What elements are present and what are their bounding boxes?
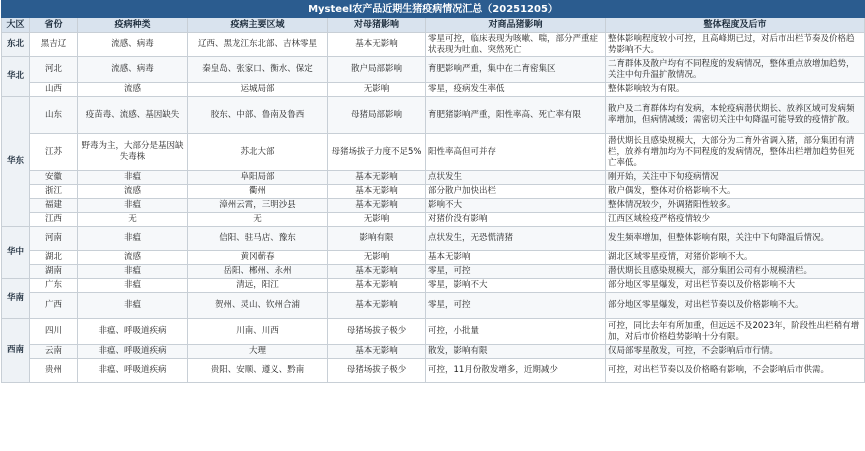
table-row: [2, 171, 865, 185]
hog-cell: 部分散户加快出栏: [426, 185, 606, 199]
outlook-cell: 发生频率增加，但整体影响有限，关注中下旬降温后情况。: [606, 227, 865, 251]
region-cell: 西南: [2, 319, 30, 383]
region-cell: 华东: [2, 97, 30, 227]
hog-cell: 对猪价没有影响: [426, 213, 606, 227]
hog-cell: 育肥猪影响严重，阳性率高、死亡率有限: [426, 97, 606, 134]
sow-cell: 基本无影响: [328, 345, 426, 359]
area-cell: 清远，阳江: [188, 279, 328, 293]
table-row: [2, 227, 865, 251]
table-row: [2, 199, 865, 213]
table-row: [2, 265, 865, 279]
outlook-cell: 湖北区域零星疫情，对猪价影响不大。: [606, 251, 865, 265]
sow-cell: 基本无影响: [328, 265, 426, 279]
disease-cell: 疫苗毒、流感、基因缺失: [78, 97, 188, 134]
disease-cell: 无: [78, 213, 188, 227]
outlook-cell: 散户偶发，整体对价格影响不大。: [606, 185, 865, 199]
area-cell: 衢州: [188, 185, 328, 199]
province-cell: 江西: [30, 213, 78, 227]
table-row: [2, 293, 865, 319]
table-row: [2, 57, 865, 83]
hog-cell: 基本无影响: [426, 251, 606, 265]
hog-cell: 可控，11月份散发增多，近期减少: [426, 359, 606, 383]
outlook-cell: 刚开始，关注中下旬疫病情况: [606, 171, 865, 185]
region-cell: 东北: [2, 33, 30, 57]
disease-cell: 非瘟、呼吸道疾病: [78, 345, 188, 359]
header-hog: 对商品猪影响: [426, 18, 606, 33]
sow-cell: 基本无影响: [328, 185, 426, 199]
hog-cell: 零星，可控: [426, 293, 606, 319]
sow-cell: 无影响: [328, 251, 426, 265]
sow-cell: 基本无影响: [328, 293, 426, 319]
disease-cell: 非瘟、呼吸道疾病: [78, 359, 188, 383]
hog-cell: 影响不大: [426, 199, 606, 213]
header-region: 大区: [2, 18, 30, 33]
outlook-cell: 二育群体及散户均有不同程度的发病情况，整体重点放增加趋势，关注中旬升温扩散情况。: [606, 57, 865, 83]
province-cell: 河北: [30, 57, 78, 83]
area-cell: 大理: [188, 345, 328, 359]
province-cell: 广西: [30, 293, 78, 319]
outlook-cell: 整体情况较少，外调猪阳性较多。: [606, 199, 865, 213]
table-title: Mysteel农产品近期生猪疫病情况汇总（20251205）: [2, 1, 865, 18]
province-cell: 河南: [30, 227, 78, 251]
sow-cell: 影响有限: [328, 227, 426, 251]
outlook-cell: 整体影响程度较小可控，且高峰期已过，对后市出栏节奏及价格趋势影响不大。: [606, 33, 865, 57]
province-cell: 黑吉辽: [30, 33, 78, 57]
province-cell: 湖南: [30, 265, 78, 279]
disease-cell: 非瘟: [78, 171, 188, 185]
disease-cell: 非瘟: [78, 199, 188, 213]
table-row: [2, 319, 865, 345]
outlook-cell: 可控，同比去年有所加重，但远远不及2023年，阶段性出栏稍有增加，对后市价格趋势影响十分有限。: [606, 319, 865, 345]
area-cell: 川南、川西: [188, 319, 328, 345]
table-row: [2, 345, 865, 359]
sow-cell: 散户局部影响: [328, 57, 426, 83]
sow-cell: 母猪场拔子极少: [328, 319, 426, 345]
area-cell: 漳州云霄，三明沙县: [188, 199, 328, 213]
province-cell: 安徽: [30, 171, 78, 185]
hog-cell: 点状发生，无恐慌清猪: [426, 227, 606, 251]
area-cell: 无: [188, 213, 328, 227]
outlook-cell: 江西区域检疫严格疫情较少: [606, 213, 865, 227]
table-row: [2, 185, 865, 199]
sow-cell: 母猪局部影响: [328, 97, 426, 134]
outlook-cell: 整体影响较为有限。: [606, 83, 865, 97]
province-cell: 江苏: [30, 134, 78, 171]
disease-cell: 流感、病毒: [78, 57, 188, 83]
hog-cell: 点状发生: [426, 171, 606, 185]
sow-cell: 无影响: [328, 213, 426, 227]
sow-cell: 基本无影响: [328, 33, 426, 57]
disease-summary-table: [1, 0, 865, 383]
province-cell: 四川: [30, 319, 78, 345]
header-disease: 疫病种类: [78, 18, 188, 33]
province-cell: 浙江: [30, 185, 78, 199]
sow-cell: 母猪场拔子力度不足5%: [328, 134, 426, 171]
disease-cell: 非瘟: [78, 293, 188, 319]
area-cell: 胶东、中部、鲁南及鲁西: [188, 97, 328, 134]
area-cell: 信阳、驻马店、豫东: [188, 227, 328, 251]
area-cell: 阜阳局部: [188, 171, 328, 185]
table-row: [2, 213, 865, 227]
sow-cell: 基本无影响: [328, 279, 426, 293]
sow-cell: 基本无影响: [328, 171, 426, 185]
hog-cell: 零星，疫病发生率低: [426, 83, 606, 97]
hog-cell: 散发，影响有限: [426, 345, 606, 359]
region-cell: 华南: [2, 279, 30, 319]
disease-cell: 非瘟、呼吸道疾病: [78, 319, 188, 345]
province-cell: 山东: [30, 97, 78, 134]
outlook-cell: 部分地区零星爆发，对出栏节奏以及价格影响不大: [606, 279, 865, 293]
area-cell: 运城局部: [188, 83, 328, 97]
hog-cell: 零星，影响不大: [426, 279, 606, 293]
table-row: [2, 251, 865, 265]
table-row: [2, 97, 865, 134]
area-cell: 岳阳、郴州、永州: [188, 265, 328, 279]
outlook-cell: 潜伏期长且感染规模大，大部分为二育外省调入猪，部分集团有清栏，放养有增加均为不同程度的发病情况，整体出栏增加趋势但死亡率低。: [606, 134, 865, 171]
province-cell: 广东: [30, 279, 78, 293]
province-cell: 贵州: [30, 359, 78, 383]
area-cell: 贵阳、安顺、遵义、黔南: [188, 359, 328, 383]
area-cell: 秦皇岛、张家口、衡水、保定: [188, 57, 328, 83]
hog-cell: 育肥影响严重，集中在二育密集区: [426, 57, 606, 83]
outlook-cell: 可控，对出栏节奏以及价格略有影响，不会影响后市供需。: [606, 359, 865, 383]
hog-cell: 零星，可控: [426, 265, 606, 279]
province-cell: 湖北: [30, 251, 78, 265]
hog-cell: 零星可控，临床表现为咳嗽、喘，部分严重症状表现为吐血、突然死亡: [426, 33, 606, 57]
area-cell: 贺州、灵山、钦州合浦: [188, 293, 328, 319]
header-province: 省份: [30, 18, 78, 33]
table-row: [2, 279, 865, 293]
header-outlook: 整体程度及后市: [606, 18, 865, 33]
disease-cell: 非瘟: [78, 279, 188, 293]
disease-cell: 非瘟: [78, 265, 188, 279]
disease-cell: 非瘟: [78, 227, 188, 251]
outlook-cell: 部分地区零星爆发，对出栏节奏以及价格影响不大。: [606, 293, 865, 319]
hog-cell: 可控，小批量: [426, 319, 606, 345]
disease-cell: 野毒为主，大部分是基因缺失毒株: [78, 134, 188, 171]
area-cell: 辽西、黑龙江东北部、吉林零星: [188, 33, 328, 57]
header-sow: 对母猪影响: [328, 18, 426, 33]
province-cell: 福建: [30, 199, 78, 213]
disease-cell: 流感、病毒: [78, 33, 188, 57]
sow-cell: 基本无影响: [328, 199, 426, 213]
outlook-cell: 仅局部零星散发，可控，不会影响后市行情。: [606, 345, 865, 359]
header-area: 疫病主要区域: [188, 18, 328, 33]
province-cell: 山西: [30, 83, 78, 97]
outlook-cell: 散户及二育群体均有发病，本轮疫病潜伏期长、放养区域可发病频率增加，但病情减缓；需密切关注中旬降温可能导致的疫情扩散。: [606, 97, 865, 134]
hog-cell: 阳性率高但可并存: [426, 134, 606, 171]
region-cell: 华北: [2, 57, 30, 97]
disease-cell: 流感: [78, 185, 188, 199]
outlook-cell: 潜伏期长且感染规模大，部分集团公司有小规模清栏。: [606, 265, 865, 279]
disease-cell: 流感: [78, 83, 188, 97]
area-cell: 苏北大部: [188, 134, 328, 171]
table-row: [2, 359, 865, 383]
table-row: [2, 134, 865, 171]
region-cell: 华中: [2, 227, 30, 279]
province-cell: 云南: [30, 345, 78, 359]
sow-cell: 无影响: [328, 83, 426, 97]
area-cell: 黄冈蕲春: [188, 251, 328, 265]
table-row: [2, 33, 865, 57]
table-row: [2, 83, 865, 97]
sow-cell: 母猪场拔子极少: [328, 359, 426, 383]
disease-cell: 流感: [78, 251, 188, 265]
